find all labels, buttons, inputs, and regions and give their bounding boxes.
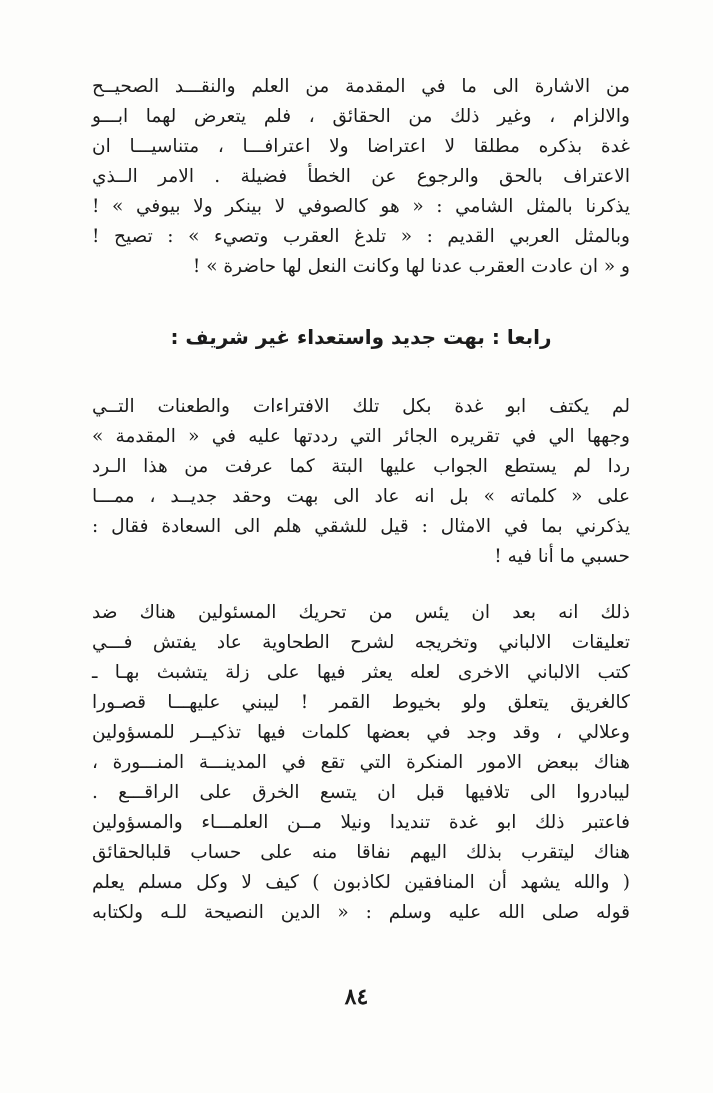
paragraph-1 [92,72,630,282]
text-line: كتب الالباني الاخرى لعله يعثر فيها على زلة يتشبث بهـا ـ [92,662,630,683]
text-line: يذكرنا بالمثل الشامي : « هو كالصوفي لا بينكر ولا بيوفي » ! [92,196,630,217]
text-line: الاعتراف بالحق والرجوع عن الخطأ فضيلة . الامر الــذي [92,166,630,187]
text-line: هناك ببعض الامور المنكرة التي تقع في المدينـــة المنـــورة ، [92,752,630,773]
text-line: حسبي ما أنا فيه ! [494,546,630,567]
text-line: والالزام ، وغير ذلك من الحقائق ، فلم يتعرض لهما ابـــو [92,106,630,127]
section-heading: رابعا : بهت جديد واستعداء غير شريف : [170,325,552,349]
text-line: غدة بذكره مطلقا لا اعتراضا ولا اعترافـــا ، متناسيـــا ان [92,136,630,157]
text-line: ذلك انه بعد ان يئس من تحريك المسئولين هناك ضد [92,602,630,623]
text-line: ردا لم يستطع الجواب عليها البتة كما عرفت من هذا الـرد [92,456,630,477]
text-line: و « ان عادت العقرب عدنا لها وكانت النعل لها حاضرة » ! [192,256,630,277]
text-line: فاعتبر ذلك ابو غدة تنديدا ونيلا مــن العلمـــاء والمسؤولين [92,812,630,833]
text-line: لم يكتف ابو غدة بكل تلك الافتراءات والطعنات التــي [92,396,630,417]
text-line: قوله صلى الله عليه وسلم : « الدين النصيحة للـه ولكتابه [92,902,630,923]
text-line: تعليقات الالباني وتخريجه لشرح الطحاوية عاد يفتش فـــي [92,632,630,653]
paragraph-3 [92,598,630,928]
text-line: على « كلماته » بل انه عاد الى بهت وحقد جديــد ، ممـــا [92,486,630,507]
text-line: ( والله يشهد أن المنافقين لكاذبون ) كيف لا وكل مسلم يعلم [92,872,630,893]
text-line: يذكرني بما في الامثال : قيل للشقي هلم الى السعادة فقال : [92,516,630,537]
text-line: وعلالي ، وقد وجد في بعضها كلمات فيها تذكيــر للمسؤولين [92,722,630,743]
text-line: وبالمثل العربي القديم : « تلدغ العقرب وتصيء » : تصيح ! [92,226,630,247]
page-number: ٨٤ [344,984,369,1010]
text-line: هناك ليتقرب بذلك اليهم نفاقا منه على حساب قلبالحقائق [92,842,630,863]
text-line: ليبادروا الى تلافيها قبل ان يتسع الخرق على الراقـــع . [92,782,630,803]
text-line: كالغريق يتعلق ولو بخيوط القمر ! ليبني عليهـــا قصـورا [92,692,630,713]
text-line: من الاشارة الى ما في المقدمة من العلم والنقـــد الصحيــح [92,76,630,97]
paragraph-2 [92,392,630,572]
text-line: وجهها الي في تقريره الجائر التي رددتها عليه في « المقدمة » [92,426,630,447]
